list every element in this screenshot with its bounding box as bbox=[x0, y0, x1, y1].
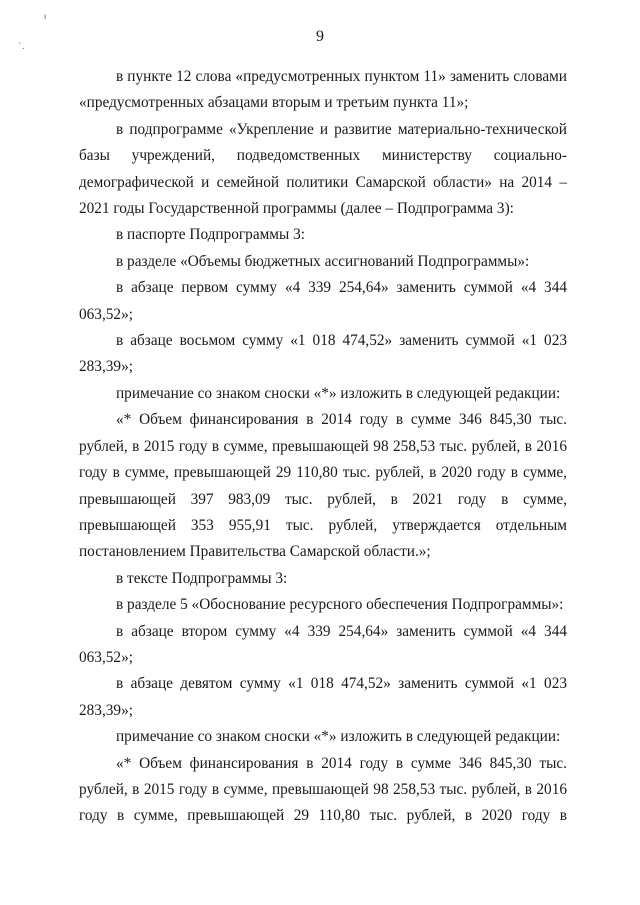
paragraph: в абзаце восьмом сумму «1 018 474,52» заменить суммой «1 023 283,39»; bbox=[79, 332, 567, 376]
paragraph: в пункте 12 слова «предусмотренных пунктом 11» заменить словами «предусмотренных абзацами вторым и третьим пункта 11»; bbox=[79, 68, 567, 112]
paragraph: в тексте Подпрограммы 3: bbox=[116, 569, 288, 587]
paragraph: в подпрограмме «Укрепление и развитие материально-технической базы учреждений, подведомственных министерству социально-демографической и семейной политики Самарской области» на 2014 – 2021 годы Государственной программы (далее – Подпрограмма 3): bbox=[79, 120, 567, 218]
paragraph: в разделе 5 «Обоснование ресурсного обеспечения Подпрограммы»: bbox=[116, 596, 564, 614]
paragraph: в абзаце втором сумму «4 339 254,64» заменить суммой «4 344 063,52»; bbox=[79, 622, 567, 666]
paragraph: «* Объем финансирования в 2014 году в сумме 346 845,30 тыс. рублей, в 2015 году в сумме, превышающей 98 258,53 тыс. рублей, в 2016 году в сумме, превышающей 29 110,80 тыс. рублей, в 2020 году в сумме, превышающей 397 983,09 тыс. рублей, в 2021 году в сумме, превышающей 353 955,91 тыс. рублей, утверждается отдельным постановлением Правительства Самарской области.»; bbox=[79, 411, 567, 561]
scan-mark: ı bbox=[44, 12, 47, 21]
paragraph: в абзаце первом сумму «4 339 254,64» заменить суммой «4 344 063,52»; bbox=[79, 279, 567, 323]
paragraph: примечание со знаком сноски «*» изложить в следующей редакции: bbox=[116, 384, 561, 402]
paragraph: примечание со знаком сноски «*» изложить в следующей редакции: bbox=[116, 728, 561, 746]
paragraph: в абзаце девятом сумму «1 018 474,52» заменить суммой «1 023 283,39»; bbox=[79, 675, 567, 719]
document-body bbox=[79, 64, 567, 830]
paragraph: в разделе «Объемы бюджетных ассигнований Подпрограммы»: bbox=[116, 252, 530, 270]
page-number: 9 bbox=[316, 28, 324, 45]
scan-mark: ˋ. bbox=[18, 42, 25, 51]
paragraph: «* Объем финансирования в 2014 году в сумме 346 845,30 тыс. рублей, в 2015 году в сумме, превышающей 98 258,53 тыс. рублей, в 2016 году в сумме, превышающей 29 110,80 тыс. рублей, в 2020 году в bbox=[79, 754, 567, 825]
paragraph: в паспорте Подпрограммы 3: bbox=[116, 226, 305, 244]
